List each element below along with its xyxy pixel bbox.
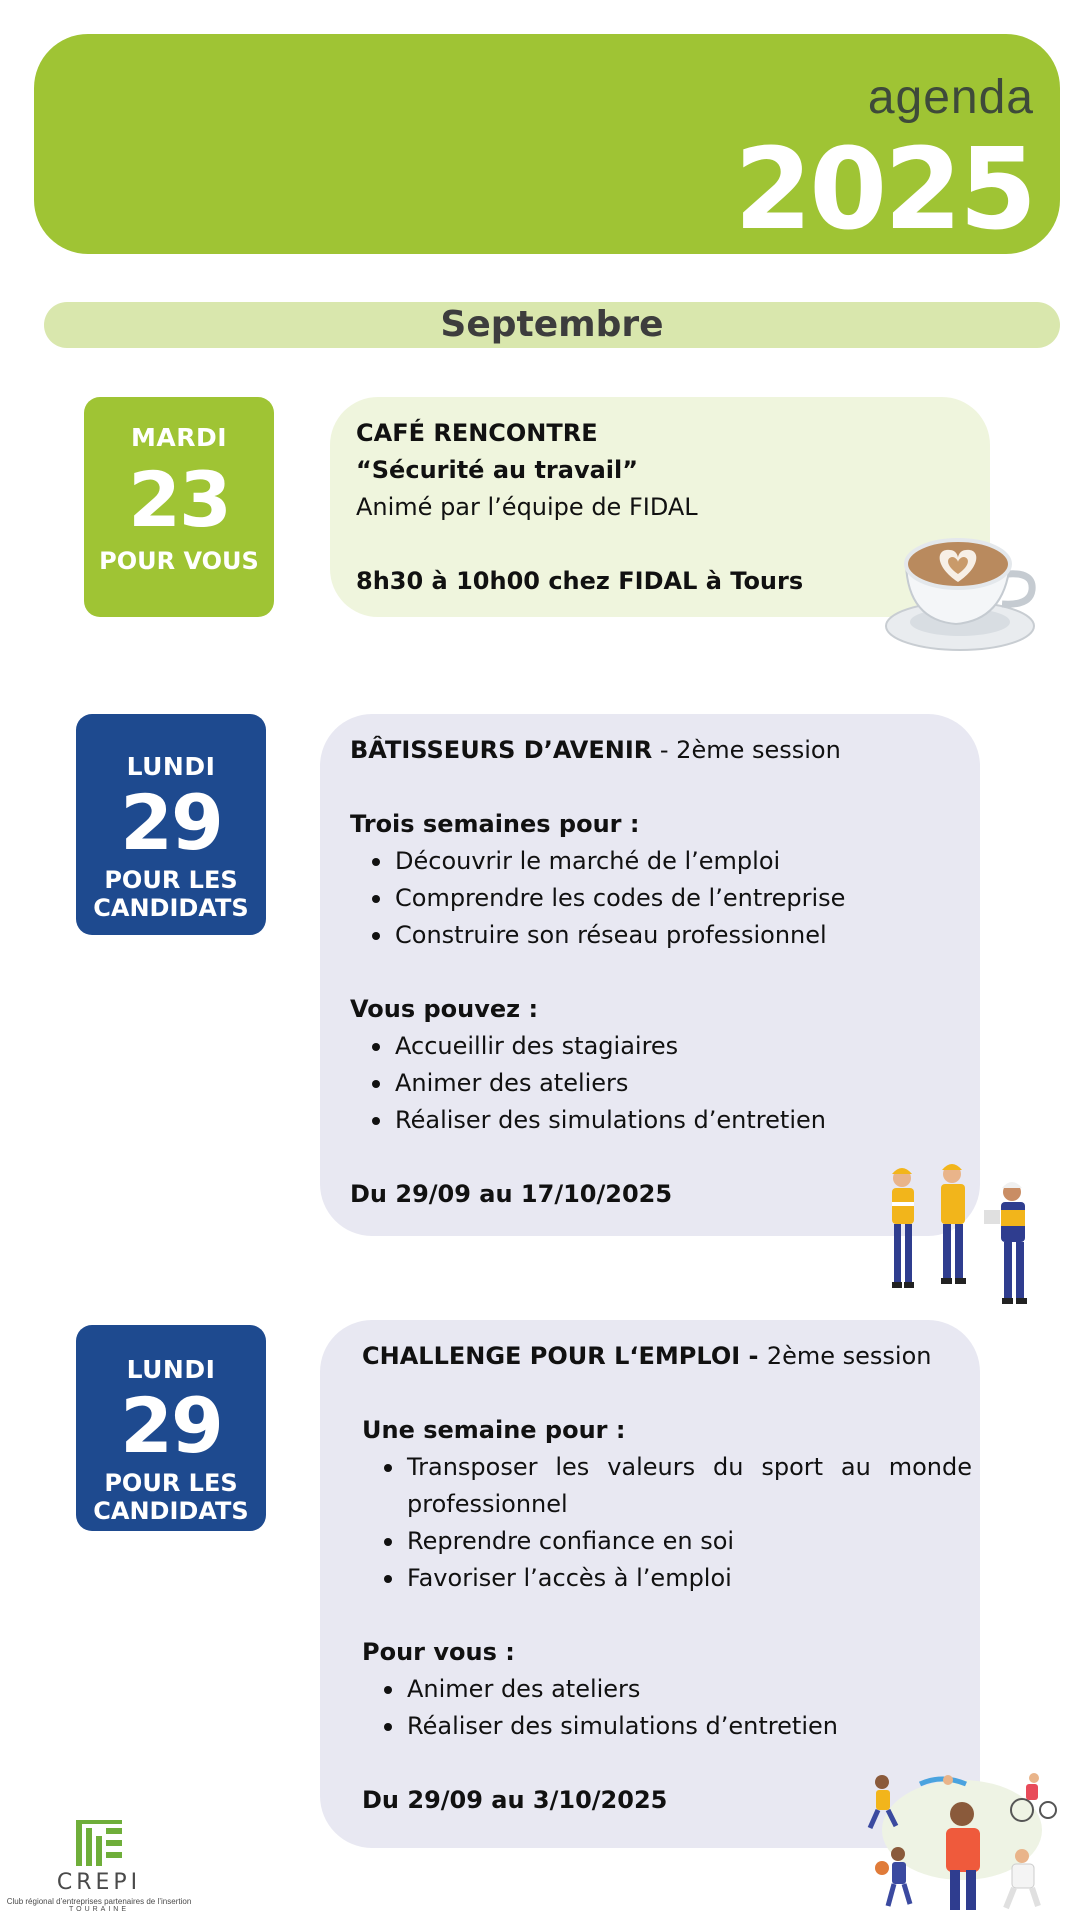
- month-banner: Septembre: [44, 302, 1060, 348]
- date-day: LUNDI: [126, 752, 216, 781]
- list-heading: Vous pouvez :: [350, 995, 539, 1023]
- logo-region: TOURAINE: [68, 1906, 130, 1913]
- header-agenda: agenda: [867, 71, 1034, 124]
- event-title: CHALLENGE POUR L‘EMPLOI -: [362, 1342, 767, 1370]
- date-audience: CANDIDATS: [93, 1496, 249, 1525]
- event-dates: Du 29/09 au 17/10/2025: [350, 1180, 673, 1208]
- sports-people-icon: [862, 1770, 1058, 1916]
- list-heading: Trois semaines pour :: [350, 810, 640, 838]
- date-box-2: [76, 714, 266, 935]
- date-day: LUNDI: [126, 1355, 216, 1384]
- date-box-3: [76, 1325, 266, 1531]
- list-item: Réaliser des simulations d’entretien: [362, 1708, 972, 1745]
- goals-list: [362, 1449, 972, 1597]
- date-number: 29: [120, 1381, 222, 1470]
- event-title: CAFÉ RENCONTRE: [356, 419, 598, 447]
- header-banner: [34, 34, 1060, 254]
- list-heading: Une semaine pour :: [362, 1416, 626, 1444]
- actions-list: [362, 1671, 972, 1745]
- actions-list: [350, 1028, 950, 1139]
- event-session: 2ème session: [766, 1342, 932, 1370]
- event-session: - 2ème session: [652, 736, 841, 764]
- date-day: MARDI: [130, 423, 228, 452]
- date-audience: POUR LES: [104, 1469, 238, 1497]
- date-audience: CANDIDATS: [93, 893, 249, 922]
- list-item: Comprendre les codes de l’entreprise: [350, 880, 950, 917]
- date-box-1: [84, 397, 274, 617]
- crepi-logo: [6, 1818, 192, 1913]
- event-dates: Du 29/09 au 3/10/2025: [362, 1786, 668, 1814]
- crepi-logo-icon: [74, 1818, 124, 1868]
- date-number: 29: [120, 778, 222, 867]
- list-item: Réaliser des simulations d’entretien: [350, 1102, 950, 1139]
- list-item: Accueillir des stagiaires: [350, 1028, 950, 1065]
- list-item: Découvrir le marché de l’emploi: [350, 843, 950, 880]
- logo-tagline: Club régional d’entreprises partenaires de l’insertion: [6, 1897, 192, 1906]
- date-number: 23: [128, 455, 230, 544]
- date-audience: POUR VOUS: [99, 547, 259, 575]
- coffee-cup-icon: [884, 520, 1044, 656]
- list-item: Favoriser l’accès à l’emploi: [362, 1560, 972, 1597]
- list-item: Animer des ateliers: [362, 1671, 972, 1708]
- date-audience: POUR LES: [104, 866, 238, 894]
- list-item: Transposer les valeurs du sport au monde professionnel: [362, 1449, 972, 1523]
- list-heading: Pour vous :: [362, 1638, 515, 1666]
- event-card-challenge: [320, 1320, 980, 1848]
- event-card-batisseurs: [320, 714, 980, 1236]
- list-item: Reprendre confiance en soi: [362, 1523, 972, 1560]
- construction-workers-icon: [876, 1160, 1046, 1310]
- header-year: 2025: [734, 125, 1034, 255]
- event-subtitle: “Sécurité au travail”: [356, 456, 639, 484]
- logo-name: CREPI: [56, 1870, 142, 1895]
- list-item: Animer des ateliers: [350, 1065, 950, 1102]
- event-title: BÂTISSEURS D’AVENIR: [350, 736, 653, 764]
- event-time: 8h30 à 10h00 chez FIDAL à Tours: [356, 567, 804, 595]
- event-animator: Animé par l’équipe de FIDAL: [356, 493, 698, 521]
- goals-list: [350, 843, 950, 954]
- list-item: Construire son réseau professionnel: [350, 917, 950, 954]
